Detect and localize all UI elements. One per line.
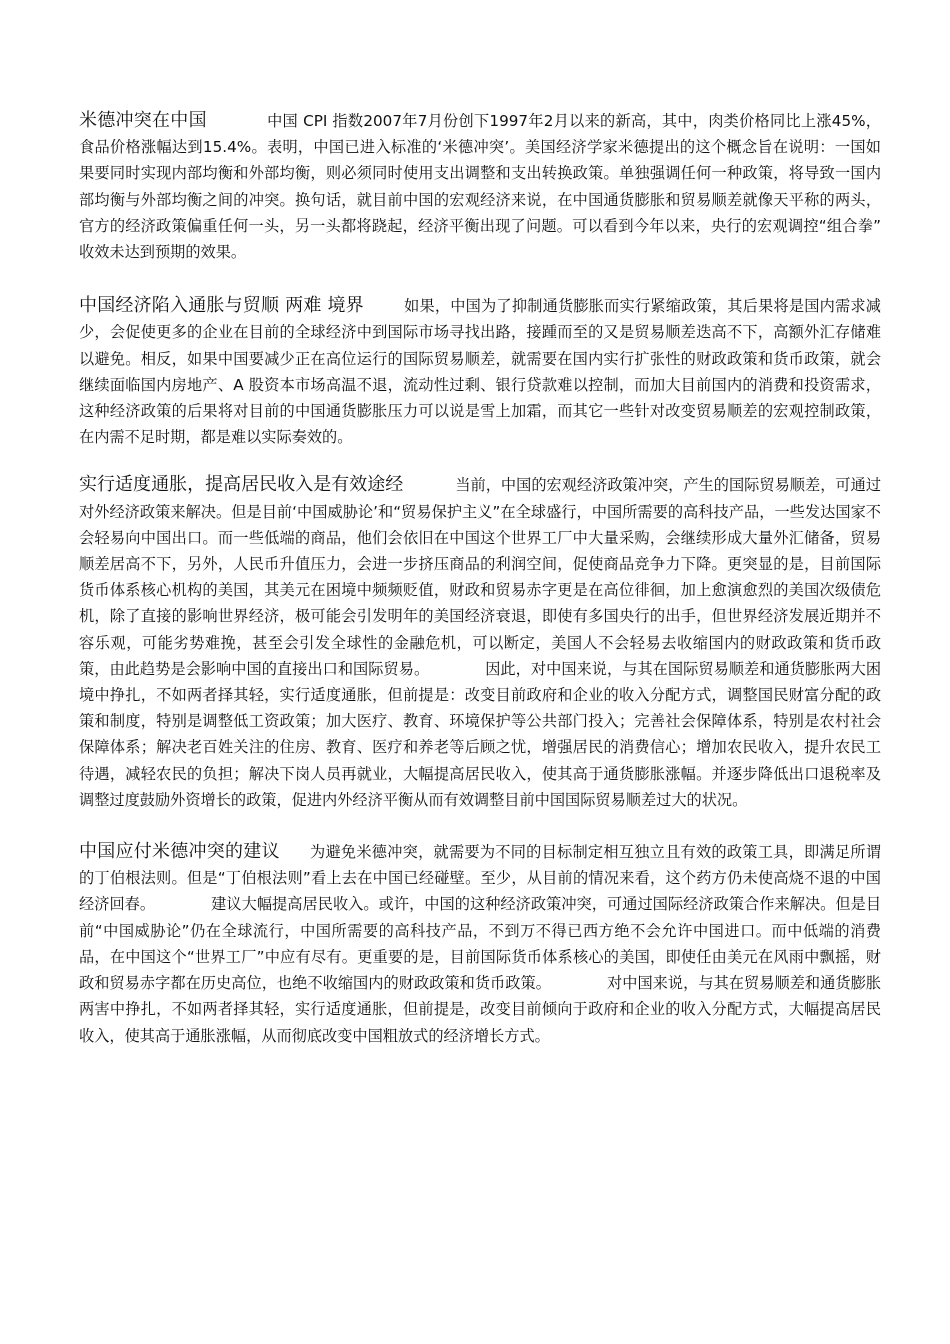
- section-paragraph: 当前，中国的宏观经济政策冲突，产生的国际贸易顺差，可通过对外经济政策来解决。但是目前‘中国威胁论’和“贸易保护主义”在全球盛行，中国所需要的高科技产品，一些发达国家不会轻易向中国出口。而一些低端的商品，他们会依旧在中国这个世界工厂中大量采购，会继续形成大量外汇储备，贸易顺差居高不下，另外，人民币升值压力，会进一步挤压商品的利润空间，促使商品竞争力下降。更突显的是，目前国际货币体系核心机构的美国，其美元在困境中频频贬值，财政和贸易赤字更是在高位徘徊，加上愈演愈烈的美国次级债危机，除了直接的影响世界经济，极可能会引发明年的美国经济衰退，即使有多国央行的出手，但世界经济发展近期并不容乐观，可能劣势难挽，甚至会引发全球性的金融危机，可以断定，美国人不会轻易去收缩国内的财政政策和货币政策，由此趋势是会影响中国的直接出口和国际贸易。: [79, 476, 882, 678]
- section-paragraph: 建议大幅提高居民收入。或许，中国的这种经济政策冲突，可通过国际经济政策合作来解决。但是目前“中国威胁论”仍在全球流行，中国所需要的高科技产品，不到万不得已西方绝不会允许中国进口。而中低端的消费品，在中国这个“世界工厂”中应有尽有。更重要的是，目前国际货币体系核心的美国，即使任由美元在风雨中飘摇，财政和贸易赤字都在历史高位，也绝不收缩国内的财政政策和货币政策。: [79, 895, 882, 993]
- section-heading: 中国应付米德冲突的建议: [79, 841, 280, 863]
- section-inflation-trade-dilemma: [79, 293, 881, 450]
- section-heading: 实行适度通胀，提高居民收入是有效途经: [79, 474, 404, 496]
- section-paragraph: 对中国来说，与其在贸易顺差和通货膨胀两害中挣扎，不如两者择其轻，实行适度通胀，但前提是，改变目前倾向于政府和企业的收入分配方式，大幅提高居民收入，使其高于通胀涨幅，从而彻底改变中国粗放式的经济增长方式。: [79, 974, 882, 1045]
- section-paragraph: 为避免米德冲突，就需要为不同的目标制定相互独立且有效的政策工具，即满足所谓的丁伯根法则。但是“丁伯根法则”看上去在中国已经碰壁。至少，从目前的情况来看，这个药方仍未使高烧不退的中国经济回春。: [79, 843, 882, 914]
- section-heading: 中国经济陷入通胀与贸顺 两难 境界: [79, 295, 364, 317]
- section-paragraph: 如果，中国为了抑制通货膨胀而实行紧缩政策，其后果将是国内需求减少，会促使更多的企业在目前的全球经济中到国际市场寻找出路，接踵而至的又是贸易顺差迭高不下，高额外汇存储难以避免。相反，如果中国要减少正在高位运行的国际贸易顺差，就需要在国内实行扩张性的财政政策和货币政策，就会继续面临国内房地产、A 股资本市场高温不退，流动性过剩、银行贷款难以控制，而加大目前国内的消费和投资需求，这种经济政策的后果将对目前的中国通货膨胀压力可以说是雪上加霜，而其它一些针对改变贸易顺差的宏观控制政策，在内需不足时期，都是难以实际奏效的。: [79, 297, 881, 447]
- section-paragraph: 因此，对中国来说，与其在国际贸易顺差和通货膨胀两大困境中挣扎，不如两者择其轻，实行适度通胀，但前提是：改变目前政府和企业的收入分配方式，调整国民财富分配的政策和制度，特别是调整低工资政策；加大医疗、教育、环境保护等公共部门投入；完善社会保障体系，特别是农村社会保障体系；解决老百姓关注的住房、教育、医疗和养老等后顾之忧，增强居民的消费信心；增加农民收入，提升农民工待遇，减轻农民的负担；解决下岗人员再就业，大幅提高居民收入，使其高于通货膨胀涨幅。并逐步降低出口退税率及调整过度鼓励外资增长的政策，促进内外经济平衡从而有效调整目前中国国际贸易顺差过大的状况。: [79, 659, 882, 809]
- section-suggestions: [79, 839, 881, 1049]
- section-moderate-inflation: [79, 472, 881, 813]
- section-heading: 米德冲突在中国: [79, 110, 207, 131]
- section-paragraph: 中国 CPI 指数2007年7月份创下1997年2月以来的新高，其中，肉类价格同比上涨45%，食品价格涨幅达到15.4%。表明，中国已进入标准的‘米德冲突’。美国经济学家米德提出的这个概念旨在说明：一国如果要同时实现内部均衡和外部均衡，则必须同时使用支出调整和支出转换政策。单独强调任何一种政策，将导致一国内部均衡与外部均衡之间的冲突。换句话，就目前中国的宏观经济来说，在中国通货膨胀和贸易顺差就像天平称的两头，官方的经济政策偏重任何一头，另一头都将跷起，经济平衡出现了问题。可以看到今年以来，央行的宏观调控“组合拳” 收效未达到预期的效果。: [79, 112, 881, 262]
- document-page: [79, 108, 881, 1049]
- section-mide-conflict: [79, 108, 881, 265]
